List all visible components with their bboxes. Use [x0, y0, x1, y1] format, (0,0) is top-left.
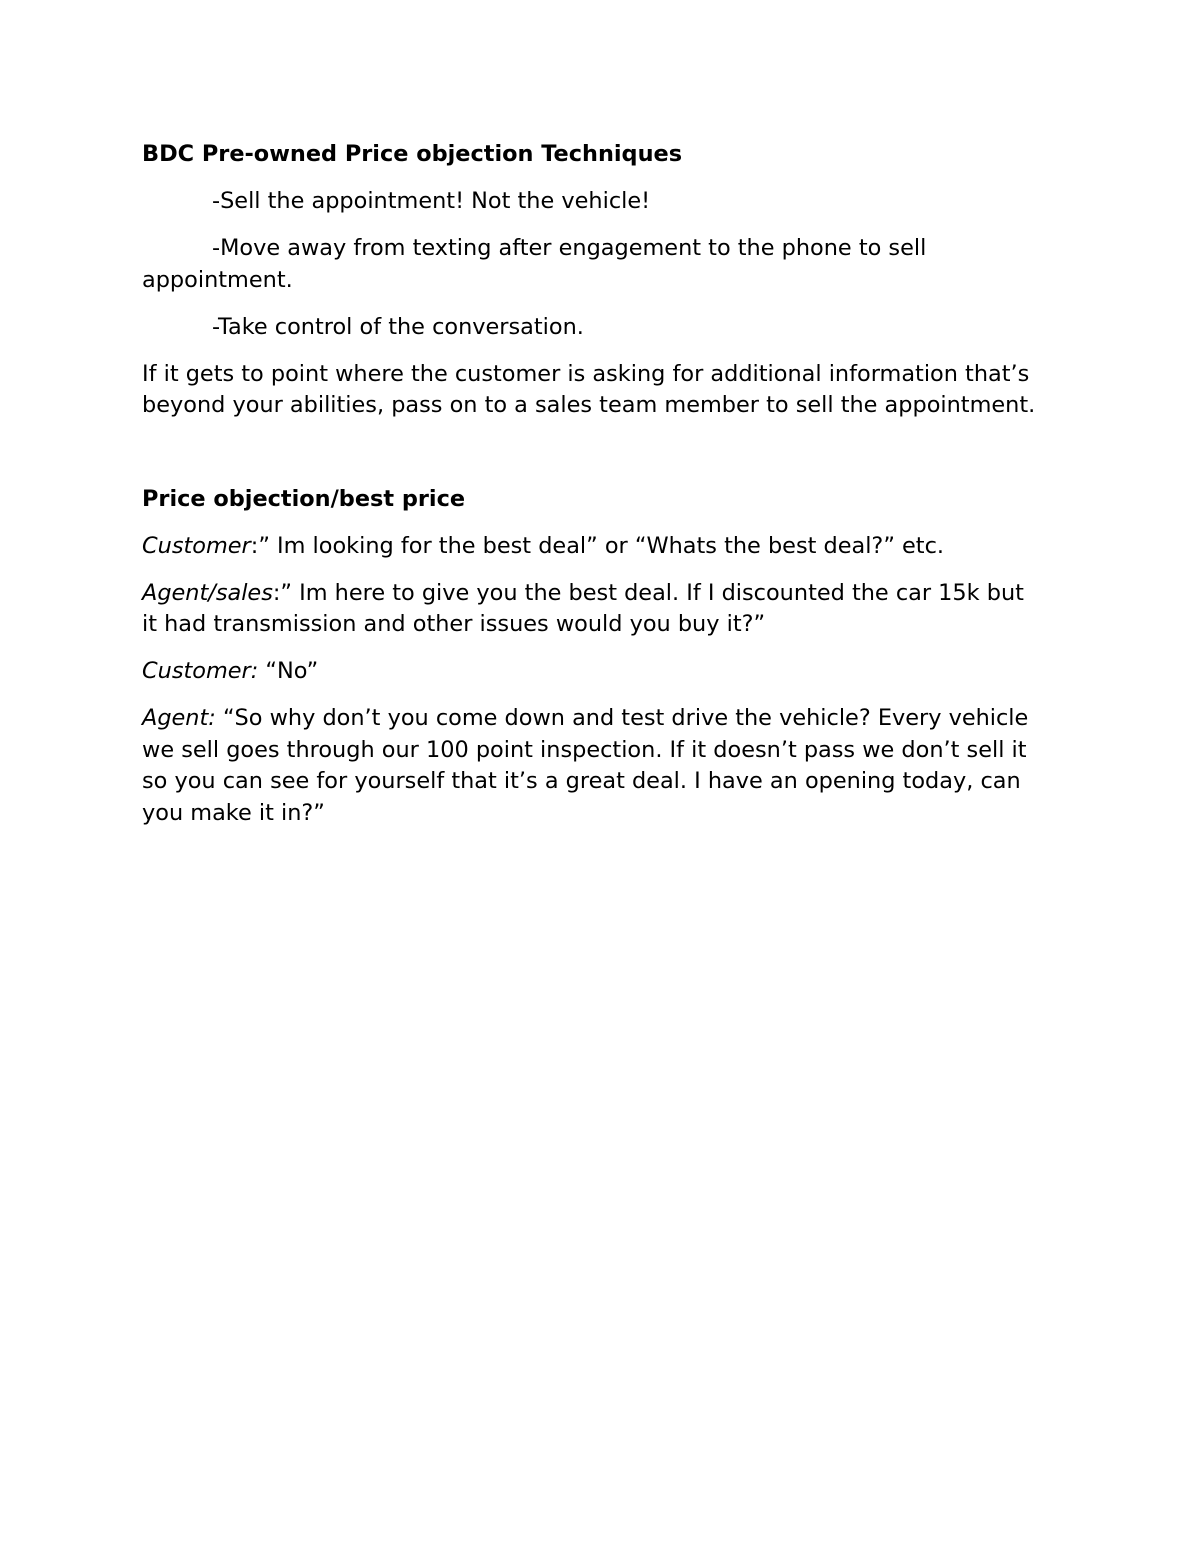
bullet-item: -Sell the appointment! Not the vehicle!: [212, 188, 651, 214]
section-heading: Price objection/best price: [142, 485, 466, 512]
speaker-label: Agent:: [142, 705, 216, 731]
dialogue-line: [142, 703, 1042, 829]
dialogue-line: [142, 656, 1042, 688]
bullet-item: -Move away from texting after engagement to the phone to sell appointment.: [142, 235, 927, 293]
intro-paragraph: If it gets to point where the customer is asking for additional information that’s beyond your abilities, pass on to a sales team member to sell the appointment.: [142, 360, 1036, 418]
dialogue-text: ” Im here to give you the best deal. If I discounted the car 15k but it had transmission and other issues would you buy it?”: [142, 579, 1024, 637]
document-page: [142, 139, 1042, 829]
document-title: BDC Pre-owned Price objection Techniques: [142, 141, 683, 167]
bullet-item: -Take control of the conversation.: [212, 313, 584, 340]
dialogue-line: [142, 578, 1042, 641]
speaker-separator: :: [272, 579, 281, 606]
dialogue-text: “So why don’t you come down and test drive the vehicle? Every vehicle we sell goes through our 100 point inspection. If it doesn’t pass we don’t sell it so you can see for yourself that it’s a great deal. I have an opening today, can you make it in?”: [142, 705, 1029, 826]
dialogue-text: ” Im looking for the best deal” or “Whats the best deal?” etc.: [258, 532, 945, 559]
speaker-label: Customer: [142, 532, 251, 559]
speaker-label: Customer:: [142, 658, 259, 684]
dialogue-line: [142, 531, 1042, 563]
speaker-label: Agent/sales: [142, 579, 273, 606]
dialogue-text: “No”: [258, 658, 319, 684]
speaker-separator: :: [250, 532, 259, 559]
